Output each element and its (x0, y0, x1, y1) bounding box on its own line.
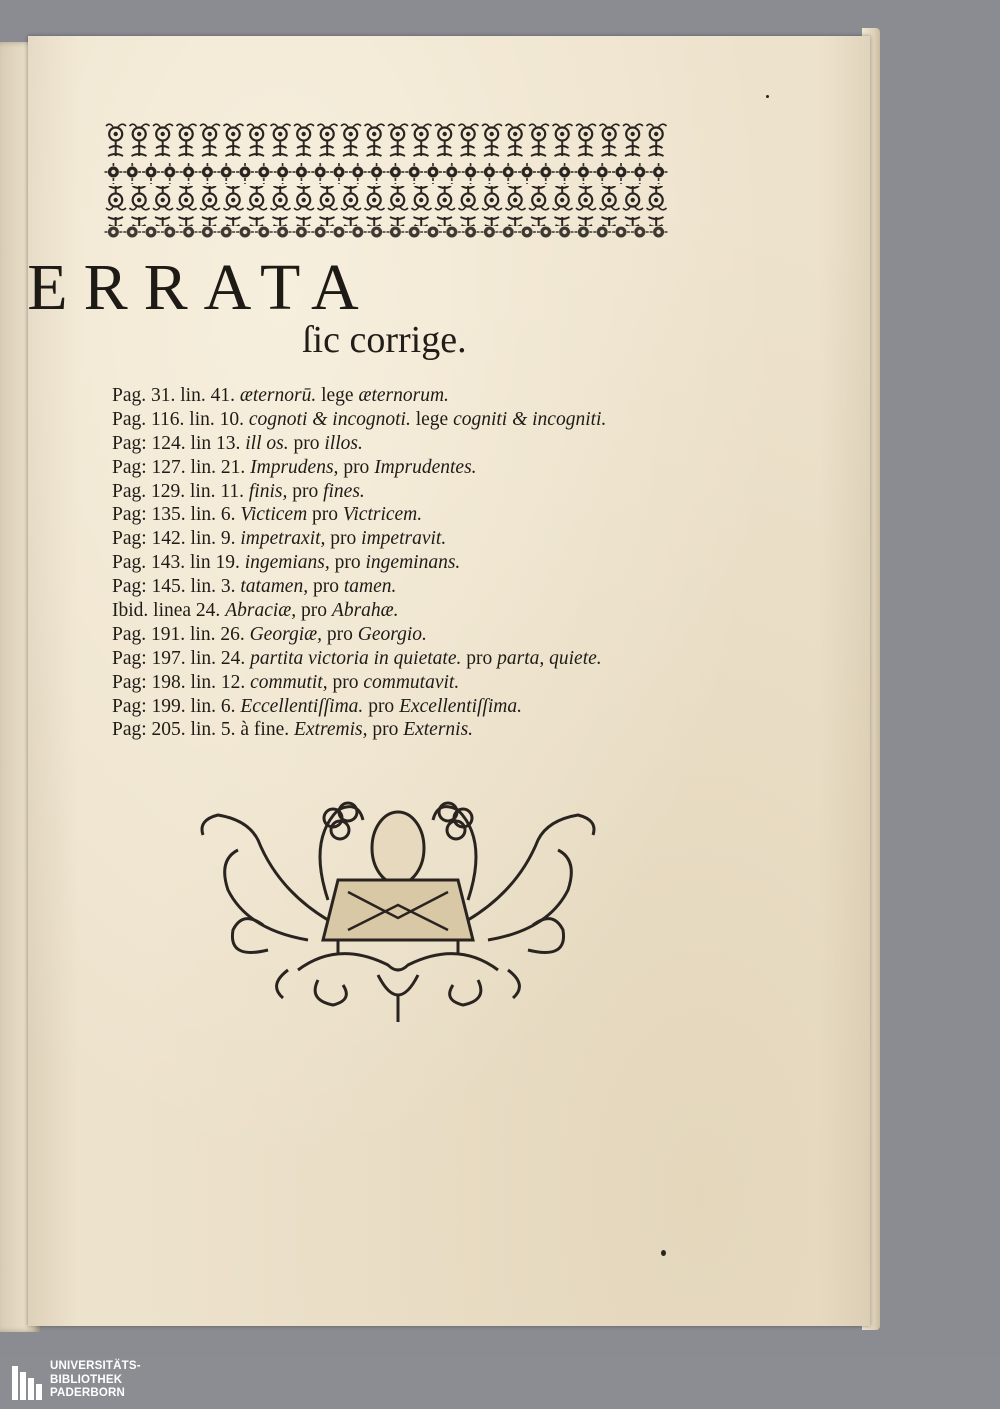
errata-connector: pro (293, 432, 320, 454)
errata-correct-text: Imprudentes. (374, 456, 477, 478)
errata-correct-text: fines. (323, 480, 365, 502)
errata-page-ref: Pag: 142. lin. 9. (112, 528, 236, 550)
errata-page-ref: Pag: 135. lin. 6. (112, 504, 236, 526)
errata-page-ref: Ibid. linea 24. (112, 600, 221, 622)
errata-page-ref: Pag. 143. lin 19. (112, 552, 240, 574)
errata-page-ref: Pag. 116. lin. 10. (112, 408, 244, 430)
errata-connector: pro (368, 695, 395, 717)
page-subtitle: ſic corrige. (302, 319, 467, 361)
errata-connector: pro (312, 504, 339, 526)
errata-wrong-text: Georgiæ, (249, 623, 322, 645)
errata-wrong-text: Abraciæ, (225, 600, 297, 622)
errata-correct-text: Victricem. (342, 504, 423, 526)
errata-wrong-text: Extremis, (293, 719, 368, 741)
errata-correct-text: Abrahæ. (331, 600, 399, 622)
errata-page-ref: Pag: 127. lin. 21. (112, 456, 246, 478)
footer-bar (0, 1358, 1000, 1409)
errata-page-ref: Pag: 198. lin. 12. (112, 671, 246, 693)
errata-entry (112, 575, 712, 599)
errata-connector: pro (334, 552, 361, 574)
errata-entry (112, 599, 712, 623)
errata-correct-text: tamen. (343, 576, 397, 598)
page-title: ERRATA (27, 251, 375, 324)
errata-connector: pro (326, 623, 353, 645)
errata-correct-text: commutavit. (363, 671, 460, 693)
errata-list (112, 384, 712, 742)
errata-entry (112, 718, 712, 742)
errata-correct-text: ingeminans. (365, 552, 461, 574)
tailpiece-ornament (188, 800, 608, 1030)
errata-wrong-text: Imprudens, (250, 456, 339, 478)
errata-page-ref: Pag: 199. lin. 6. (112, 695, 236, 717)
errata-correct-text: Excellentiſſima. (399, 695, 522, 717)
errata-wrong-text: partita victoria in quietate. (250, 647, 462, 669)
errata-connector: lege (321, 385, 354, 406)
errata-entry (112, 671, 712, 695)
ornamental-headpiece (104, 122, 668, 240)
errata-wrong-text: cognoti & incognoti. (248, 408, 411, 430)
errata-entry (112, 456, 712, 480)
library-logo-text (50, 1360, 141, 1401)
errata-page-ref: Pag: 197. lin. 24. (112, 647, 246, 669)
library-logo-icon (10, 1362, 44, 1402)
errata-entry (112, 647, 712, 671)
errata-wrong-text: Victicem (240, 504, 308, 526)
errata-entry (112, 551, 712, 575)
errata-entry (112, 695, 712, 719)
errata-correct-text: illos. (324, 432, 363, 454)
errata-correct-text: æternorum. (358, 385, 449, 406)
errata-connector: pro (372, 719, 399, 741)
errata-wrong-text: ingemians, (244, 552, 330, 574)
errata-page-ref: Pag. 31. lin. 41. (112, 385, 235, 406)
errata-page-ref: Pag: 124. lin 13. (112, 432, 241, 454)
errata-connector: pro (332, 671, 359, 693)
ink-speck (661, 1250, 666, 1256)
errata-entry (112, 623, 712, 647)
errata-entry (112, 480, 712, 504)
errata-wrong-text: commutit, (250, 671, 328, 693)
errata-connector: pro (292, 480, 319, 502)
errata-page-ref: Pag: 205. lin. 5. à fine. (112, 719, 290, 741)
errata-entry (112, 384, 712, 408)
errata-page-ref: Pag: 145. lin. 3. (112, 576, 236, 598)
logo-line: BIBLIOTHEK (50, 1373, 123, 1386)
errata-correct-text: cogniti & incogniti. (453, 408, 607, 430)
logo-line: PADERBORN (50, 1387, 126, 1399)
errata-correct-text: Georgio. (357, 623, 427, 645)
errata-connector: pro (466, 647, 493, 669)
errata-page-ref: Pag. 191. lin. 26. (112, 623, 245, 645)
errata-wrong-text: finis, (248, 480, 288, 502)
errata-correct-text: parta, quiete. (497, 647, 602, 669)
errata-entry (112, 408, 712, 432)
errata-page-ref: Pag. 129. lin. 11. (112, 480, 244, 502)
ink-speck (766, 95, 769, 98)
errata-correct-text: Externis. (403, 719, 474, 741)
errata-correct-text: impetravit. (361, 528, 447, 550)
logo-line: UNIVERSITÄTS- (50, 1360, 141, 1372)
errata-connector: pro (343, 456, 370, 478)
errata-connector: lege (415, 408, 449, 430)
errata-wrong-text: ill os. (245, 432, 289, 454)
errata-entry (112, 432, 712, 456)
errata-entry (112, 527, 712, 551)
errata-connector: pro (330, 528, 357, 550)
errata-connector: pro (312, 576, 339, 598)
errata-wrong-text: Eccellentiſſima. (240, 695, 364, 717)
errata-entry (112, 503, 712, 527)
errata-wrong-text: tatamen, (240, 576, 309, 598)
errata-wrong-text: impetraxit, (240, 528, 326, 550)
errata-connector: pro (301, 600, 328, 622)
errata-wrong-text: æternorū. (239, 385, 317, 406)
